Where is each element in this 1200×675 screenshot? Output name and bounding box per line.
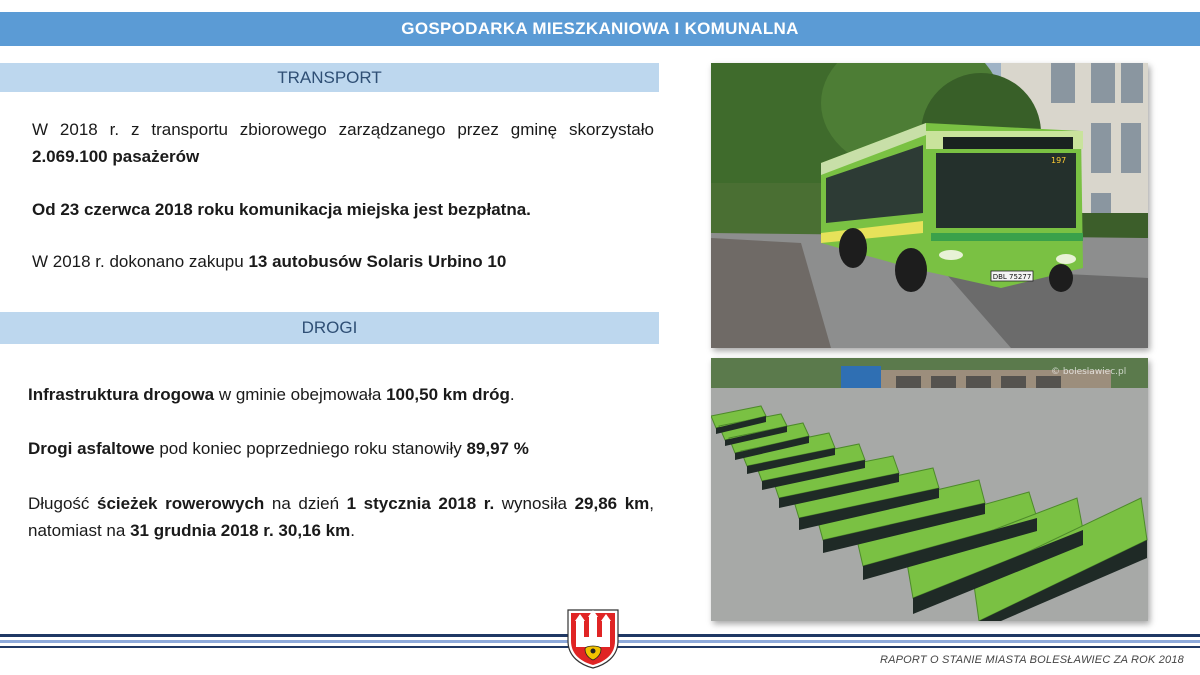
section-header-transport	[0, 63, 659, 92]
text-bold-run: 1 stycznia 2018 r.	[346, 494, 495, 513]
bus-route-number: 197	[1051, 156, 1067, 165]
text-run: .	[509, 385, 515, 404]
text-run: wynosiła	[494, 494, 575, 513]
transport-passengers-text	[32, 116, 654, 170]
text-run: w gminie obejmowała	[214, 385, 387, 404]
text-run: .	[350, 521, 355, 540]
free-transport-statement: Od 23 czerwca 2018 roku komunikacja miejska jest bezpłatna.	[32, 200, 531, 219]
section-title-transport: TRANSPORT	[277, 67, 382, 87]
passengers-count: 2.069.100 pasażerów	[32, 147, 200, 166]
drogi-bike-paths-text	[28, 490, 654, 544]
bike-paths-start-km: 29,86 km	[574, 494, 650, 513]
text-run: W 2018 r. dokonano zakupu	[32, 252, 249, 271]
roads-length: 100,50 km dróg	[386, 385, 510, 404]
section-header-drogi	[0, 312, 659, 344]
transport-free-text	[32, 196, 654, 223]
footer-report-title: RAPORT O STANIE MIASTA BOLESŁAWIEC ZA ROK 2018	[879, 654, 1184, 666]
city-crest-icon	[565, 607, 621, 674]
transport-purchase-text	[32, 248, 654, 275]
bus-photo	[711, 63, 1148, 348]
text-run: Długość	[28, 494, 98, 513]
drogi-asphalt-text	[28, 435, 654, 462]
text-run: na dzień	[264, 494, 347, 513]
text-run: pod koniec poprzedniego roku stanowiły	[154, 439, 467, 458]
page-title-bar	[0, 12, 1200, 46]
text-bold-run: Drogi asfaltowe	[28, 439, 155, 458]
text-run: , natomiast na	[28, 494, 655, 540]
text-run: W 2018 r. z transportu zbiorowego zarządzanego przez gminę skorzystało	[32, 120, 654, 139]
bus-fleet-photo	[711, 358, 1148, 621]
photo-watermark: © boleslawiec.pl	[1051, 367, 1127, 377]
bus-purchase-count: 13 autobusów Solaris Urbino 10	[248, 252, 507, 271]
asphalt-percentage: 89,97 %	[466, 439, 529, 458]
text-bold-run: Infrastruktura drogowa	[28, 385, 215, 404]
section-title-drogi: DROGI	[301, 318, 358, 337]
bike-paths-end-km: 31 grudnia 2018 r. 30,16 km	[130, 521, 351, 540]
page-title: GOSPODARKA MIESZKANIOWA I KOMUNALNA	[401, 19, 799, 38]
bus-plate: DBL 75277	[992, 273, 1032, 281]
text-bold-run: ścieżek rowerowych	[97, 494, 265, 513]
drogi-infrastructure-text	[28, 381, 654, 408]
